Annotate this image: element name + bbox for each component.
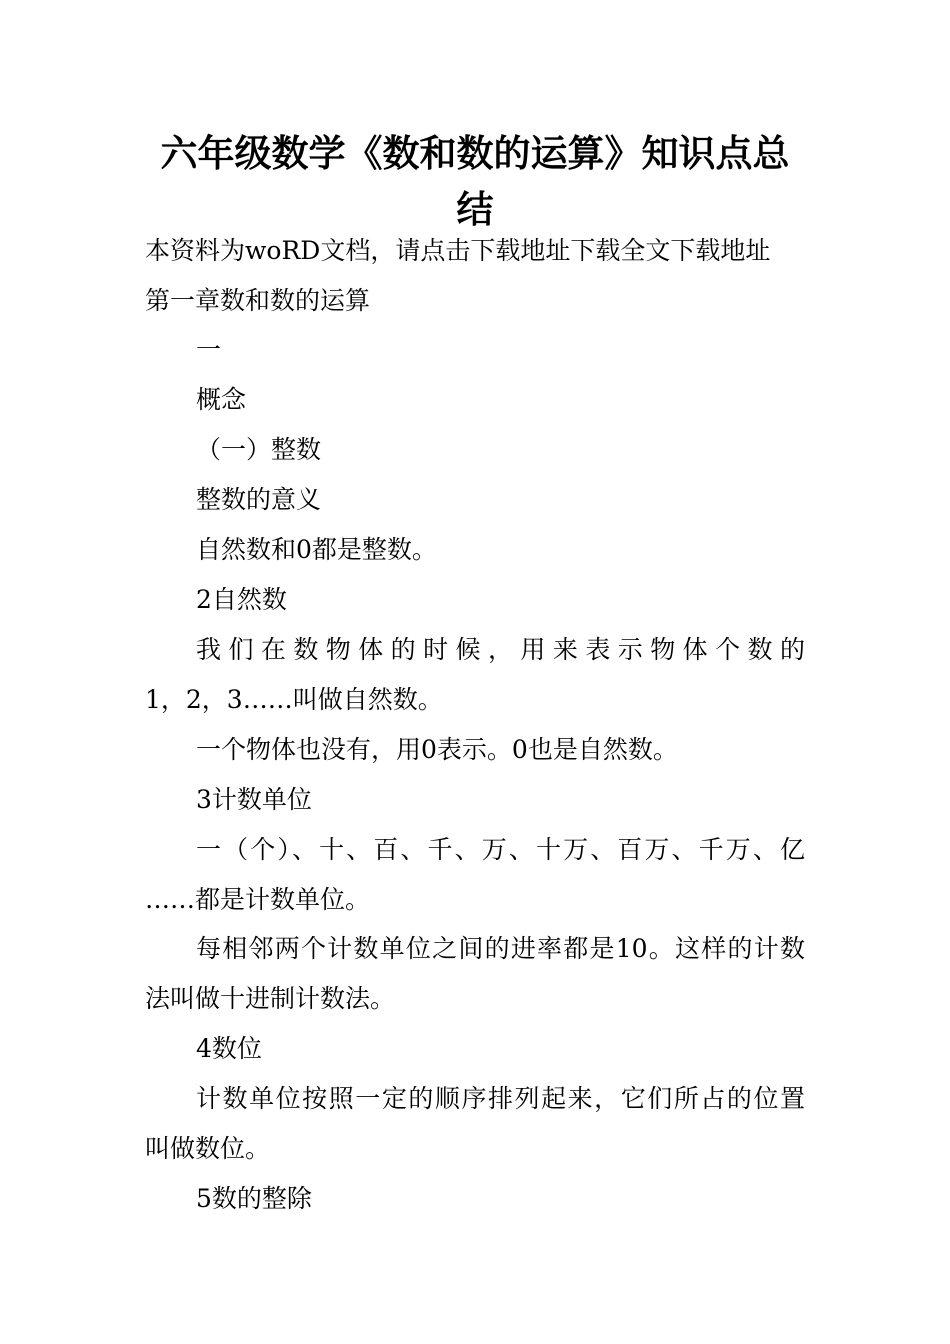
paragraph-line: 叫做数位。 xyxy=(145,1134,271,1163)
paragraph-line: 一（个）、十、百、千、万、十万、百万、千万、亿 xyxy=(196,835,805,864)
section-heading: 概念 xyxy=(196,385,247,414)
topic-heading: 5数的整除 xyxy=(196,1184,312,1213)
paragraph-line: 每相邻两个计数单位之间的进率都是10。这样的计数 xyxy=(196,934,805,963)
paragraph-line: 法叫做十进制计数法。 xyxy=(145,984,396,1013)
topic-heading: 2自然数 xyxy=(196,585,287,614)
paragraph-line: ……都是计数单位。 xyxy=(145,885,371,914)
section-number: 一 xyxy=(196,335,222,364)
topic-heading: 整数的意义 xyxy=(196,485,322,514)
paragraph-line: 一个物体也没有，用0表示。0也是自然数。 xyxy=(196,735,678,764)
topic-heading: 4数位 xyxy=(196,1034,262,1063)
chapter-heading: 第一章数和数的运算 xyxy=(145,286,371,315)
paragraph-line: 我们在数物体的时候，用来表示物体个数的 xyxy=(196,635,805,664)
subsection-heading: （一）整数 xyxy=(196,435,322,464)
topic-heading: 3计数单位 xyxy=(196,785,312,814)
paragraph-line: 1，2，3……叫做自然数。 xyxy=(145,685,443,714)
paragraph-line: 自然数和0都是整数。 xyxy=(196,535,437,564)
intro-line: 本资料为woRD文档，请点击下载地址下载全文下载地址 xyxy=(145,236,771,265)
document-title: 六年级数学《数和数的运算》知识点总结 xyxy=(160,132,790,231)
paragraph-line: 计数单位按照一定的顺序排列起来，它们所占的位置 xyxy=(196,1084,805,1113)
